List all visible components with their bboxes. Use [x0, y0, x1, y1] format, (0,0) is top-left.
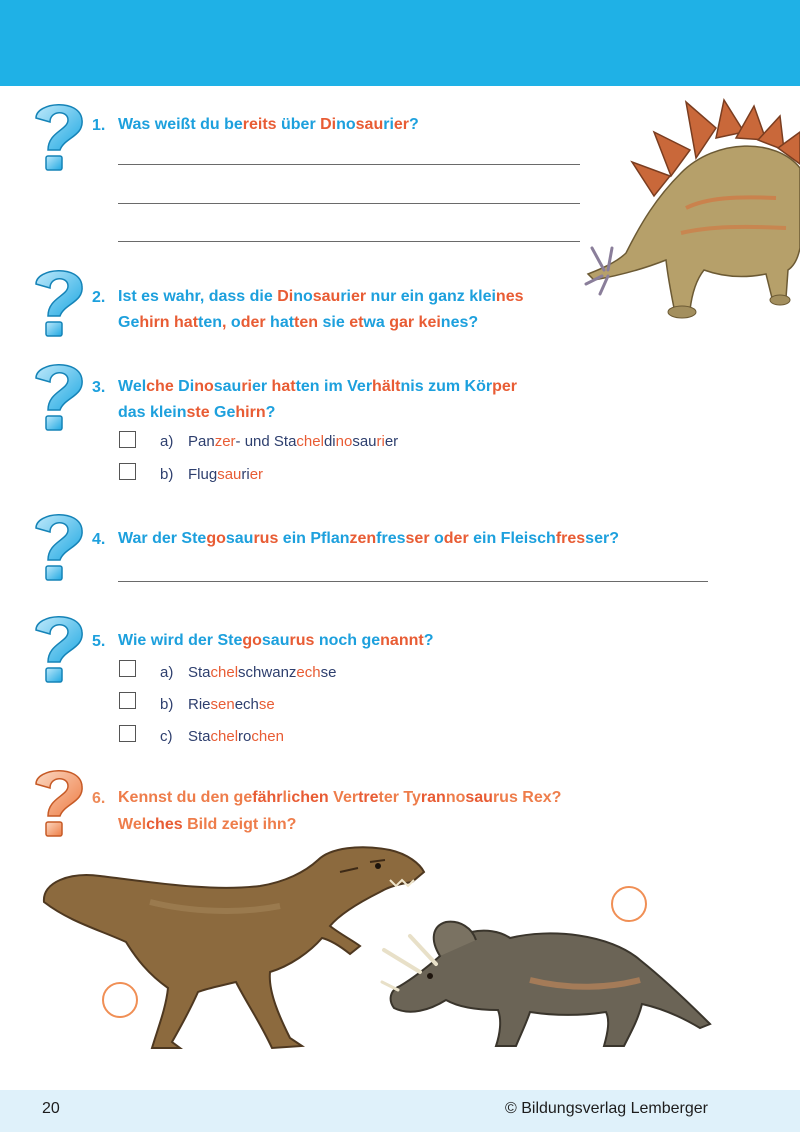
answer-circle-triceratops[interactable]	[611, 886, 647, 922]
text-segment: ,	[222, 314, 231, 331]
text-segment: sau	[352, 433, 377, 450]
option-3a-letter: a)	[160, 433, 174, 450]
text-segment: ?	[409, 116, 419, 133]
text-segment: er	[393, 116, 410, 133]
text-segment: sau	[355, 116, 384, 133]
text-segment: Ver	[347, 378, 373, 395]
option-5a-letter: a)	[160, 664, 174, 681]
text-segment: sau	[225, 530, 254, 547]
text-segment: et	[349, 314, 364, 331]
text-segment: er	[251, 378, 268, 395]
text-segment: sau	[465, 789, 493, 806]
text-segment: er	[249, 466, 264, 483]
text-segment: Rie	[188, 696, 211, 713]
text-segment: ri	[383, 116, 394, 133]
text-segment: rus Rex?	[492, 789, 562, 806]
text-segment: se	[258, 696, 275, 713]
text-segment: ri	[340, 288, 351, 305]
text-segment: Ge	[118, 314, 140, 331]
text-segment: im	[319, 378, 348, 395]
text-segment: ein Pflan	[278, 530, 350, 547]
text-segment: Ge	[209, 404, 236, 421]
question-mark-icon	[26, 96, 90, 178]
text-segment: nis zum	[400, 378, 465, 395]
question-mark-icon	[26, 356, 90, 438]
page-number: 20	[42, 1100, 60, 1117]
question-6-number: 6.	[92, 790, 106, 807]
answer-line[interactable]	[118, 241, 580, 242]
question-mark-icon	[26, 262, 90, 344]
text-segment: hat	[174, 314, 199, 331]
text-segment: über	[276, 116, 321, 133]
text-segment: sau	[261, 632, 290, 649]
question-5-text	[118, 627, 433, 654]
text-segment: chen	[251, 728, 284, 745]
text-segment: er	[384, 433, 399, 450]
text-segment: ri	[241, 378, 252, 395]
answer-line[interactable]	[118, 581, 708, 582]
text-segment: ten	[295, 378, 320, 395]
text-segment: schwanz	[238, 664, 297, 681]
text-segment: hat	[265, 314, 295, 331]
triceratops-illustration	[380, 920, 714, 1050]
text-segment: chel	[296, 433, 324, 450]
text-segment: no	[194, 378, 214, 395]
text-segment: ter Ty	[378, 789, 421, 806]
text-segment: wa	[363, 314, 385, 331]
text-segment: zer	[214, 433, 236, 450]
text-segment: Bild zeigt ihn?	[182, 816, 297, 833]
text-segment: Ist es wahr, dass die	[118, 288, 278, 305]
text-segment: go	[206, 530, 226, 547]
text-segment: nes	[495, 288, 524, 305]
text-segment: di	[323, 433, 336, 450]
question-1-number: 1.	[92, 117, 106, 134]
text-segment: hält	[372, 378, 401, 395]
question-4-text	[118, 525, 619, 552]
question-6-text-line-2	[118, 811, 296, 838]
checkbox-5a[interactable]	[119, 660, 136, 677]
checkbox-3a[interactable]	[119, 431, 136, 448]
text-segment: go	[242, 632, 262, 649]
text-segment: zen	[349, 530, 377, 547]
text-segment: hirn	[235, 404, 266, 421]
question-2-number: 2.	[92, 289, 106, 306]
text-segment: chen	[291, 789, 329, 806]
text-segment: Pan	[188, 433, 215, 450]
text-segment: der	[240, 314, 266, 331]
text-segment: nannt	[380, 632, 424, 649]
text-segment: ten	[198, 314, 223, 331]
option-5c-letter: c)	[160, 728, 173, 745]
text-segment: o	[429, 530, 444, 547]
question-3-number: 3.	[92, 379, 106, 396]
text-segment: gar kei	[384, 314, 441, 331]
text-segment: ech	[234, 696, 259, 713]
text-segment: ches	[146, 816, 183, 833]
text-segment: hirn	[139, 314, 170, 331]
text-segment: Was weißt du be	[118, 116, 243, 133]
text-segment: che	[146, 378, 174, 395]
text-segment: tre	[358, 789, 379, 806]
text-segment: fähr	[252, 789, 283, 806]
text-segment: rus	[253, 530, 279, 547]
text-segment: chel	[210, 664, 239, 681]
text-segment: sau	[312, 288, 341, 305]
text-segment: ran	[420, 789, 446, 806]
text-segment: Flug	[188, 466, 218, 483]
header-band	[0, 0, 800, 86]
text-segment: ri	[376, 433, 385, 450]
stegosaurus-illustration	[586, 98, 800, 323]
text-segment: ?	[265, 404, 276, 421]
checkbox-3b[interactable]	[119, 463, 136, 480]
text-segment: Ver	[328, 789, 359, 806]
text-segment: Sta	[188, 728, 211, 745]
question-mark-icon	[26, 762, 90, 844]
text-segment: das klein	[118, 404, 187, 421]
text-segment: Di	[277, 288, 294, 305]
tyrannosaurus-illustration	[40, 842, 430, 1054]
text-segment: nes?	[440, 314, 479, 331]
text-segment: ein Fleisch	[468, 530, 556, 547]
text-segment: chel	[210, 728, 239, 745]
text-segment: Wie wird der	[118, 632, 218, 649]
copyright-notice: © Bildungsverlag Lemberger	[504, 1100, 708, 1117]
text-segment: Kennst du den ge	[118, 789, 253, 806]
text-segment: no	[336, 116, 356, 133]
text-segment: nur ein ganz klei	[366, 288, 496, 305]
text-segment: ech	[296, 664, 321, 681]
text-segment: Ste	[217, 632, 243, 649]
text-segment: o	[230, 314, 241, 331]
option-5a-text	[188, 664, 336, 681]
answer-line[interactable]	[118, 203, 580, 204]
text-segment: ri	[241, 466, 250, 483]
text-segment: Wel	[118, 378, 147, 395]
text-segment: Sta	[188, 664, 211, 681]
text-segment: Ste	[181, 530, 207, 547]
question-3-text-line-2	[118, 399, 275, 426]
text-segment: reits	[242, 116, 277, 133]
text-segment: no	[335, 433, 353, 450]
text-segment: fres	[555, 530, 586, 547]
text-segment: ten	[294, 314, 319, 331]
question-mark-icon	[26, 608, 90, 690]
text-segment: rus	[289, 632, 315, 649]
text-segment: er	[350, 288, 367, 305]
answer-line[interactable]	[118, 164, 580, 165]
question-mark-icon	[26, 506, 90, 588]
text-segment: ste	[186, 404, 210, 421]
text-segment: Di	[320, 116, 337, 133]
text-segment: - und Sta	[235, 433, 297, 450]
text-segment: der	[443, 530, 469, 547]
text-segment: Kör	[464, 378, 493, 395]
question-2-text-line-2	[118, 309, 478, 336]
text-segment: Di	[173, 378, 195, 395]
text-segment: ser?	[585, 530, 619, 547]
text-segment: ser	[405, 530, 430, 547]
option-3a-text	[188, 433, 398, 450]
text-segment: War der	[118, 530, 182, 547]
text-segment: ro	[238, 728, 252, 745]
text-segment: se	[320, 664, 337, 681]
question-5-number: 5.	[92, 633, 106, 650]
question-3-text-line-1	[118, 373, 517, 400]
option-3b-letter: b)	[160, 466, 174, 483]
text-segment: sau	[217, 466, 242, 483]
text-segment: li	[282, 789, 292, 806]
text-segment: sie	[318, 314, 350, 331]
option-5b-text	[188, 696, 275, 713]
text-segment: no	[445, 789, 466, 806]
checkbox-5b[interactable]	[119, 692, 136, 709]
text-segment: fres	[376, 530, 406, 547]
text-segment: per	[492, 378, 517, 395]
question-1-text	[118, 111, 419, 138]
option-5b-letter: b)	[160, 696, 174, 713]
text-segment: noch ge	[314, 632, 381, 649]
text-segment: hat	[267, 378, 296, 395]
text-segment: Wel	[118, 816, 147, 833]
checkbox-5c[interactable]	[119, 725, 136, 742]
question-2-text-line-1	[118, 283, 524, 310]
text-segment: sen	[210, 696, 235, 713]
text-segment: ?	[423, 632, 434, 649]
text-segment: sau	[213, 378, 242, 395]
option-3b-text	[188, 466, 263, 483]
option-5c-text	[188, 728, 284, 745]
text-segment: no	[293, 288, 313, 305]
question-4-number: 4.	[92, 531, 106, 548]
question-6-text-line-1	[118, 784, 561, 811]
